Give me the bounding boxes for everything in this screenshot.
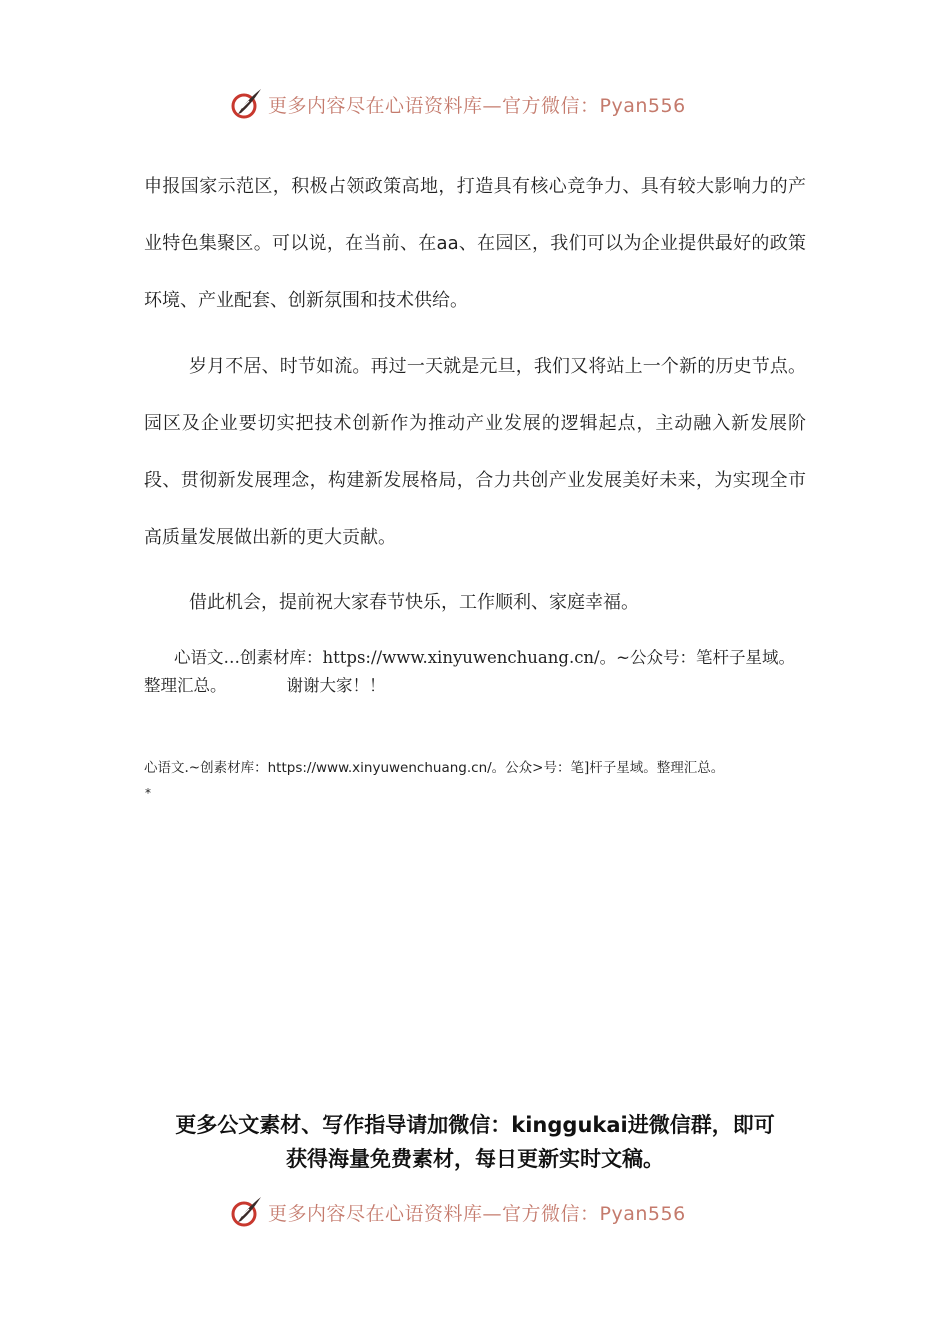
source-note-2-suffix: 。公众>号：笔]杆子星域。整理汇总。 bbox=[491, 760, 725, 776]
footer-banner bbox=[228, 1192, 728, 1232]
paragraph-3 bbox=[144, 574, 806, 631]
paragraph-2-text: 岁月不居、时节如流。再过一天就是元旦，我们又将站上一个新的历史节点。园区及企业要切实把技术创新作为推动产业发展的逻辑起点，主动融入新发展阶段、贯彻新发展理念，构建新发展格局，合力共创产业发展美好未来，为实现全市高质量发展做出新的更大贡献。 bbox=[144, 356, 806, 548]
header-banner bbox=[228, 84, 728, 124]
paragraph-3-text: 借此机会，提前祝大家春节快乐，工作顺利、家庭幸福。 bbox=[189, 592, 639, 613]
cta-line-1: 更多公文素材、写作指导请加微信：kinggukai进微信群，即可 bbox=[175, 1113, 775, 1137]
banner-text-cn: 更多内容尽在心语资料库—官方微信： bbox=[268, 94, 600, 117]
source-note-1 bbox=[144, 644, 806, 700]
source-note-2-url: https://www.xinyuwenchuang.cn/ bbox=[267, 760, 492, 776]
cta-block bbox=[100, 1108, 850, 1176]
cta-line-2: 获得海量免费素材，每日更新实时文稿。 bbox=[286, 1147, 664, 1171]
quill-logo-icon bbox=[228, 86, 264, 122]
banner-text-cn: 更多内容尽在心语资料库—官方微信： bbox=[268, 1202, 600, 1225]
thanks-text: 谢谢大家！！ bbox=[286, 676, 386, 695]
paragraph-1-text: 申报国家示范区，积极占领政策高地，打造具有核心竞争力、具有较大影响力的产业特色集聚区。可以说，在当前、在aa、在园区，我们可以为企业提供最好的政策环境、产业配套、创新氛围和技术供给。 bbox=[144, 176, 806, 311]
quill-logo-icon bbox=[228, 1194, 264, 1230]
source-note-2 bbox=[144, 758, 824, 778]
source-note-2-mark: * bbox=[145, 786, 151, 800]
banner-text bbox=[268, 1199, 686, 1226]
source-note-1-text: 心语文…创素材库：https://www.xinyuwenchuang.cn/。~公众号：笔杆子星域。整理汇总。 bbox=[144, 648, 795, 695]
paragraph-2 bbox=[144, 338, 806, 566]
paragraph-1 bbox=[144, 158, 806, 329]
banner-wechat-id: Pyan556 bbox=[599, 1202, 686, 1225]
banner-text bbox=[268, 91, 686, 118]
source-note-2-prefix: 心语文.~创素材库： bbox=[144, 760, 268, 776]
banner-wechat-id: Pyan556 bbox=[599, 94, 686, 117]
